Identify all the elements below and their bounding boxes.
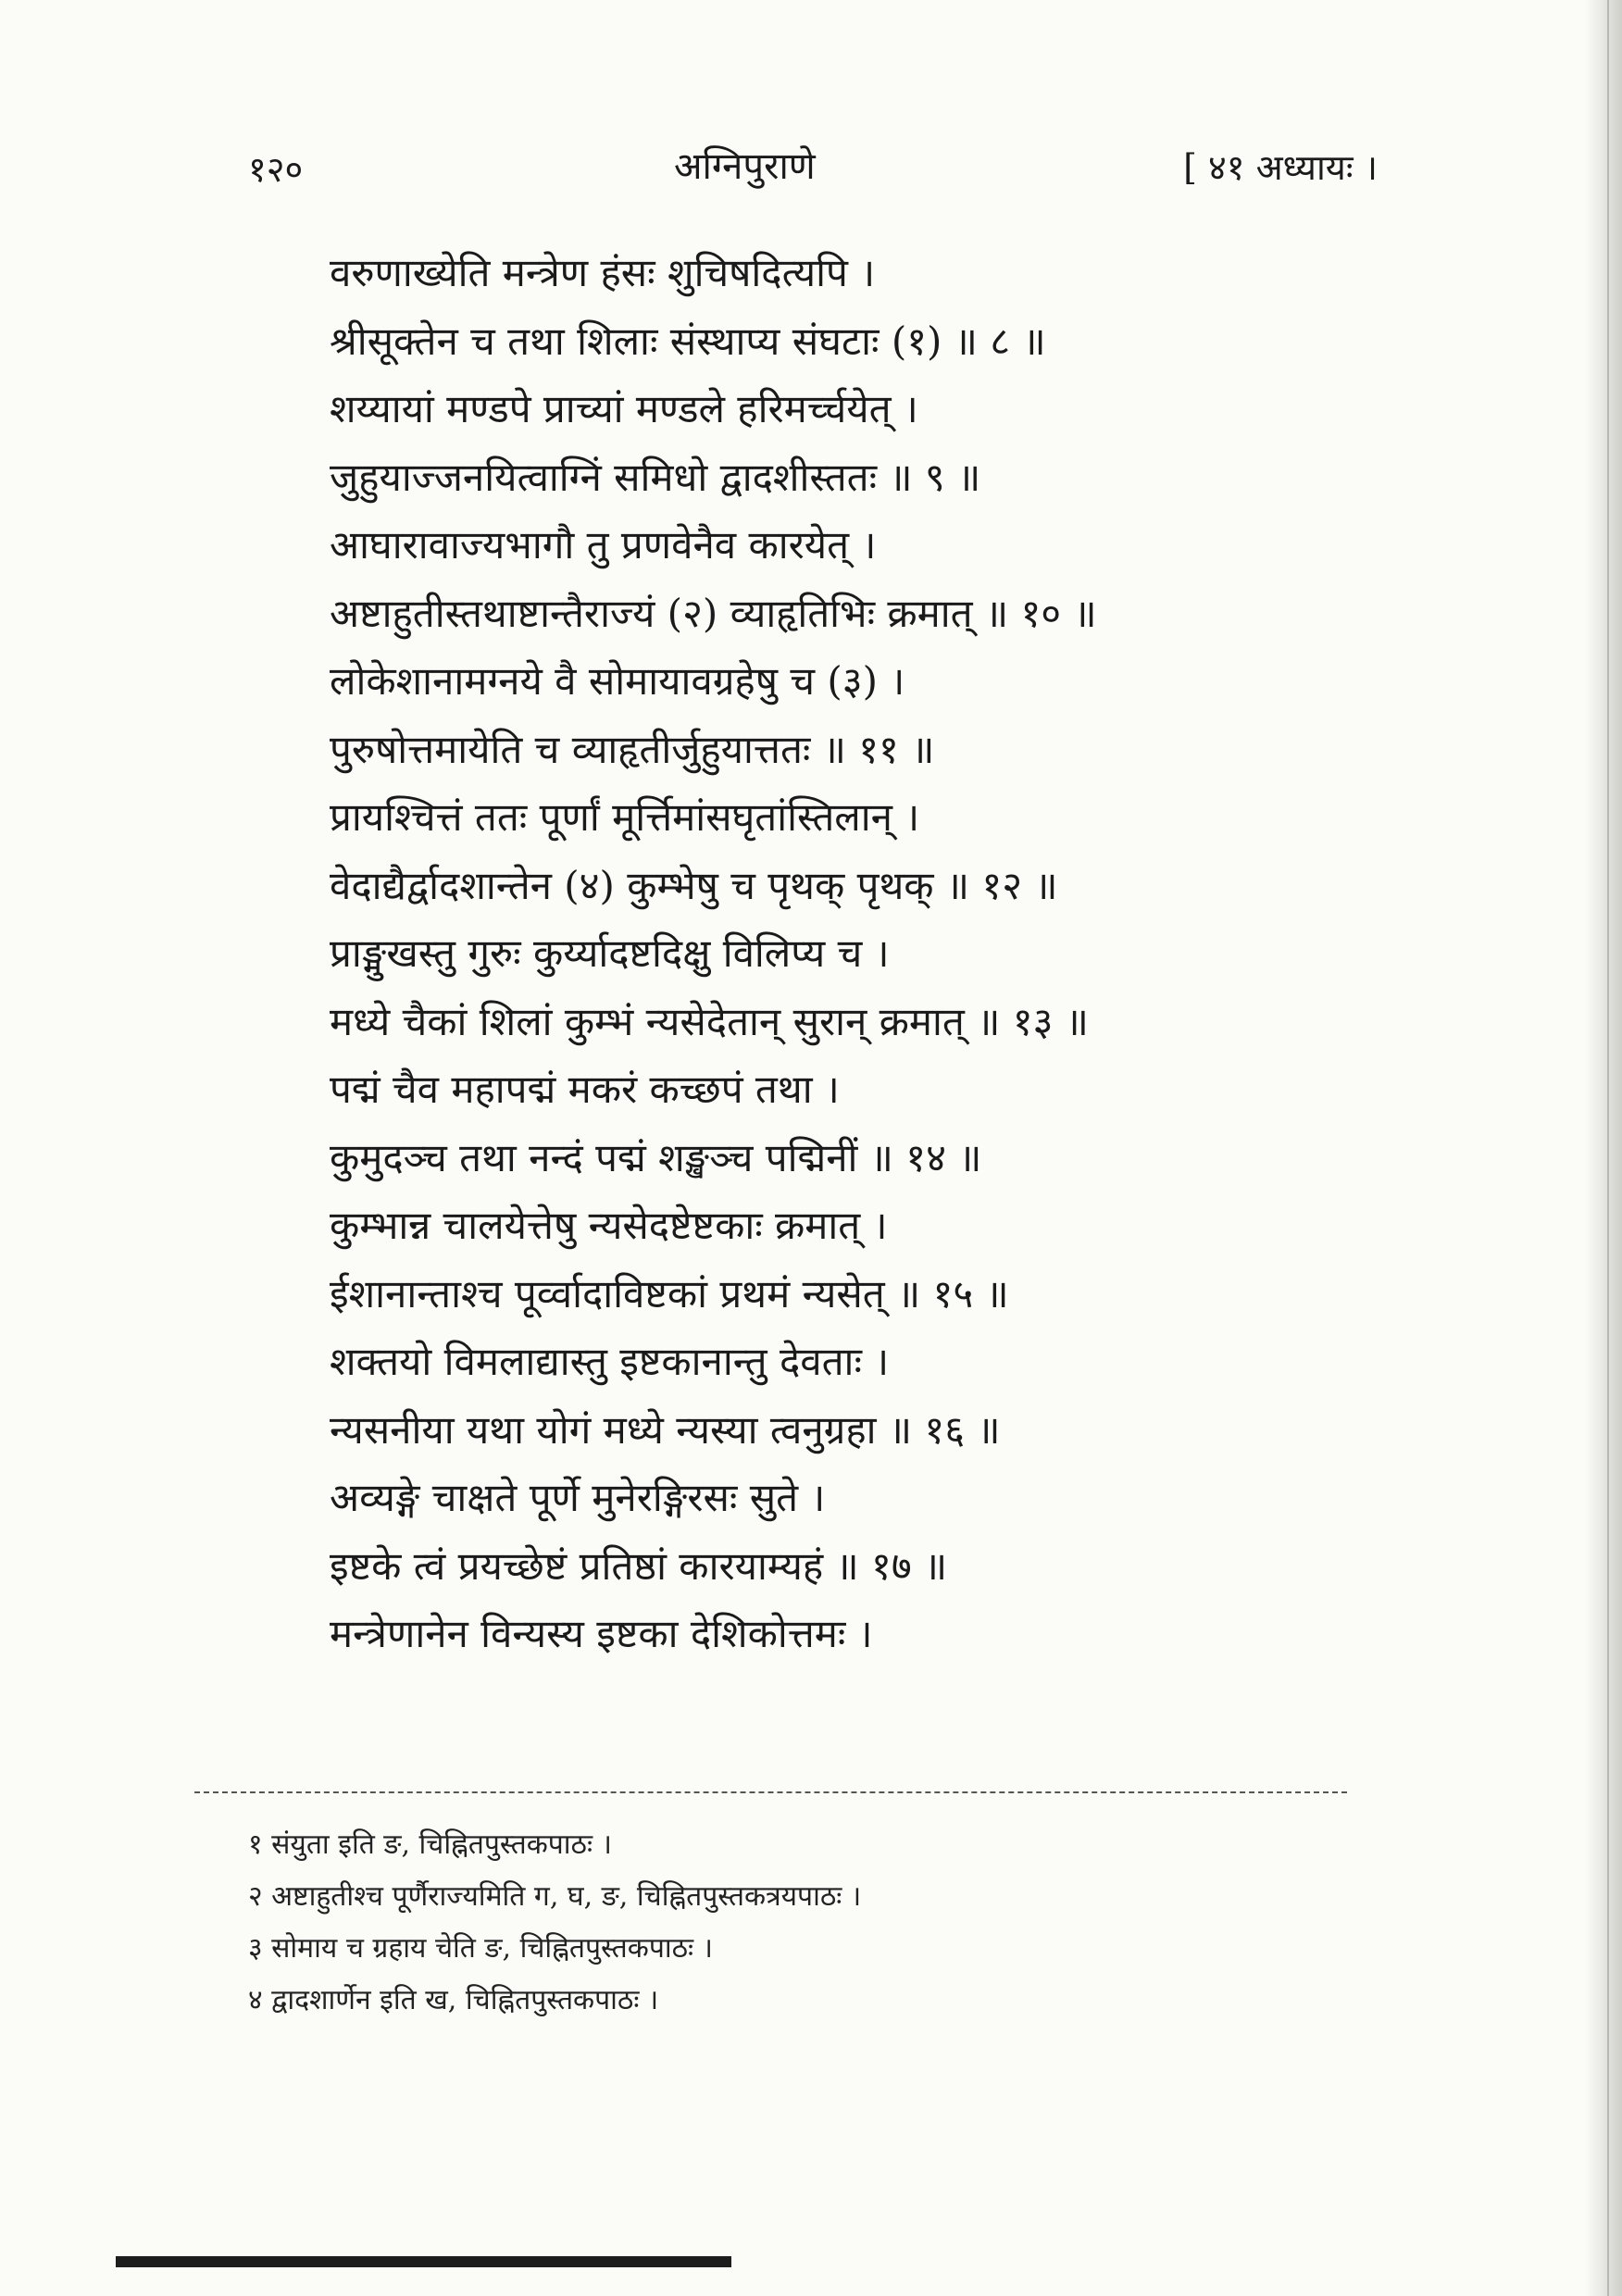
footnotes	[248, 1819, 1341, 2027]
verse-line: इष्टके त्वं प्रयच्छेष्टं प्रतिष्ठां कारयाम्यहं ॥ १७ ॥	[330, 1542, 948, 1589]
verse-line: अव्यङ्गे चाक्षते पूर्णे मुनेरङ्गिरसः सुते ।	[330, 1475, 826, 1520]
verse-line: लोकेशानामग्नये वै सोमायावग्रहेषु च (३) ।	[330, 658, 905, 704]
verse-line: ईशानान्ताश्च पूर्व्वादाविष्टकां प्रथमं न्यसेत् ॥ १५ ॥	[330, 1270, 1009, 1316]
page-header	[248, 139, 1378, 198]
verse-line: शक्तयो विमलाद्यास्तु इष्टकानान्तु देवताः ।	[330, 1339, 890, 1384]
verse-line: प्रायश्चित्तं ततः पूर्णां मूर्त्तिमांसघृतांस्तिलान् ।	[330, 794, 920, 840]
verse-line: शय्यायां मण्डपे प्राच्यां मण्डले हरिमर्च्चयेत् ।	[330, 386, 918, 431]
verse-line: मन्त्रेणानेन विन्यस्य इष्टका देशिकोत्तमः ।	[330, 1611, 873, 1656]
chapter-label: [ ४१ अध्यायः ।	[1183, 147, 1378, 188]
verse-line: अष्टाहुतीस्तथाष्टान्तैराज्यं (२) व्याहृतिभिः क्रमात् ॥ १० ॥	[330, 590, 1097, 636]
verse-line: कुम्भान्न चालयेत्तेषु न्यसेदष्टेष्टकाः क्रमात् ।	[330, 1203, 888, 1248]
footnote: २ अष्टाहुतीश्च पूर्णैराज्यमिति ग, घ, ङ, चिह्नितपुस्तकत्रयपाठः ।	[248, 1880, 862, 1913]
verse-line: प्राङ्मुखस्तु गुरुः कुर्य्यादष्टदिक्षु विलिप्य च ।	[330, 930, 890, 976]
page-edge-shadow	[1585, 0, 1622, 2296]
verse-line: आघारावाज्यभागौ तु प्रणवेनैव कारयेत् ।	[330, 522, 877, 568]
footnote: १ संयुता इति ङ, चिह्नितपुस्तकपाठः ।	[248, 1828, 612, 1861]
verse-line: पुरुषोत्तमायेति च व्याहृतीर्जुहुयात्ततः ॥ ११ ॥	[330, 726, 935, 772]
footnote-divider	[194, 1791, 1347, 1793]
verse-line: वेदाद्यैर्द्वादशान्तेन (४) कुम्भेषु च पृथक् पृथक् ॥ १२ ॥	[330, 862, 1058, 908]
verse-line: पद्मं चैव महापद्मं मकरं कच्छपं तथा ।	[330, 1067, 840, 1112]
verse-line: वरुणाख्येति मन्त्रेण हंसः शुचिषदित्यपि ।	[330, 250, 876, 295]
running-title: अग्निपुराणे	[674, 145, 816, 188]
footnote: ३ सोमाय च ग्रहाय चेति ङ, चिह्नितपुस्तकपाठः ।	[248, 1932, 714, 1965]
verse-block	[330, 239, 1385, 1668]
footnote: ४ द्वादशार्णेन इति ख, चिह्नितपुस्तकपाठः ।	[248, 1984, 659, 2016]
verse-line: कुमुदञ्च तथा नन्दं पद्मं शङ्खञ्च पद्मिनीं ॥ १४ ॥	[330, 1134, 982, 1180]
verse-line: मध्ये चैकां शिलां कुम्भं न्यसेदेतान् सुरान् क्रमात् ॥ १३ ॥	[330, 998, 1089, 1044]
page-number: १२०	[248, 149, 304, 190]
page-edge-line	[1607, 0, 1609, 2296]
scan-bottom-bar	[116, 2256, 731, 2267]
verse-line: न्यसनीया यथा योगं मध्ये न्यस्या त्वनुग्रहा ॥ १६ ॥	[330, 1406, 1001, 1453]
verse-line: जुहुयाज्जनयित्वाग्निं समिधो द्वादशीस्ततः ॥ ९ ॥	[330, 454, 981, 500]
verse-line: श्रीसूक्तेन च तथा शिलाः संस्थाप्य संघटाः (१) ॥ ८ ॥	[330, 318, 1046, 364]
